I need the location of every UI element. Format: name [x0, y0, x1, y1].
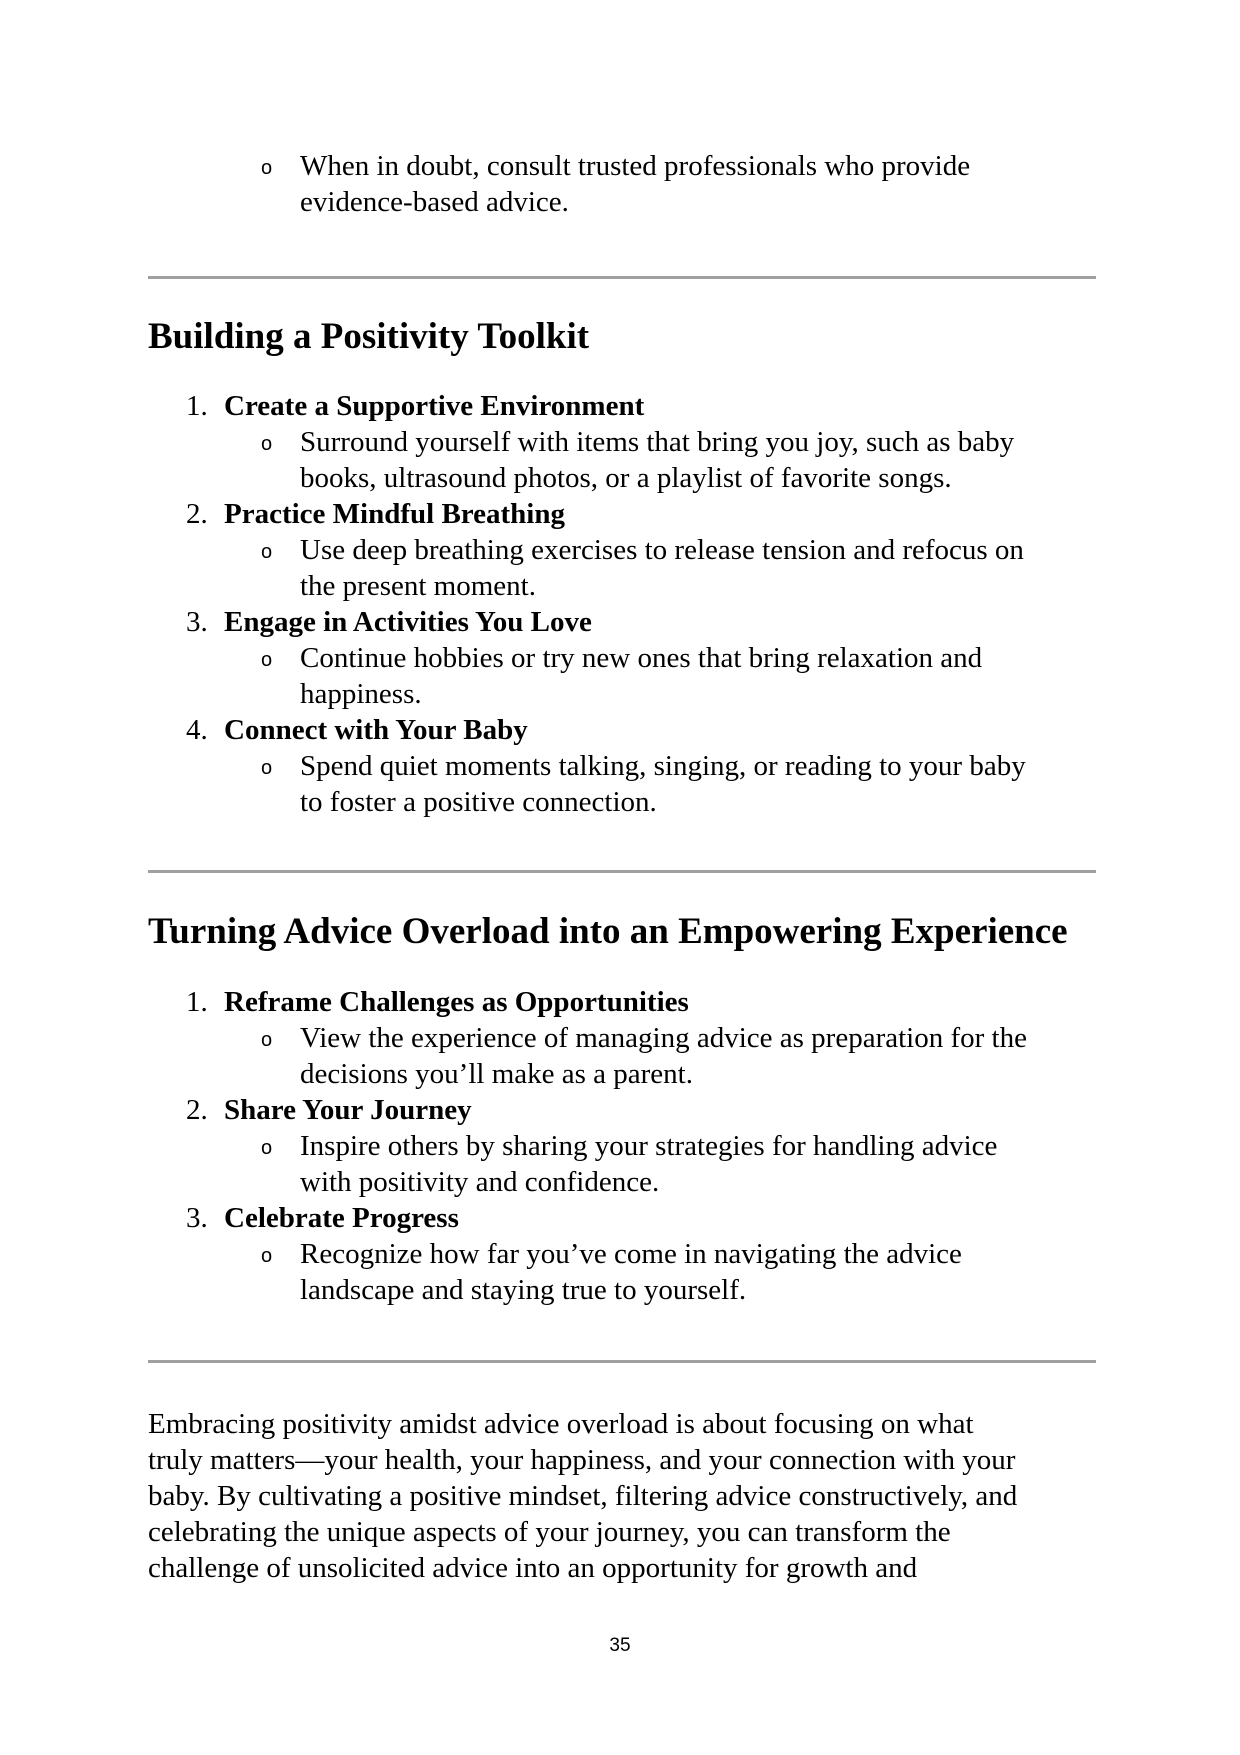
numbered-item-title — [186, 984, 689, 1020]
bullet-text-line: landscape and staying true to yourself. — [300, 1274, 747, 1306]
item-number: 1. — [186, 986, 208, 1018]
section-divider — [148, 276, 1096, 279]
item-number: 2. — [186, 498, 208, 530]
section-divider — [148, 1360, 1096, 1363]
closing-paragraph-line: truly matters—your health, your happiness, and your connection with your — [148, 1444, 1016, 1476]
numbered-item-title — [186, 388, 644, 424]
bullet-text-line: the present moment. — [300, 570, 536, 602]
item-title: Celebrate Progress — [224, 1202, 459, 1234]
item-number: 3. — [186, 1202, 208, 1234]
bullet-marker: o — [261, 1137, 273, 1159]
bullet-marker: o — [261, 1245, 273, 1267]
item-title: Reframe Challenges as Opportunities — [224, 986, 689, 1018]
numbered-item-title — [186, 1200, 459, 1236]
closing-paragraph-line: baby. By cultivating a positive mindset, filtering advice constructively, and — [148, 1480, 1018, 1512]
section-heading: Turning Advice Overload into an Empowering Experience — [148, 911, 1068, 952]
bullet-text-line: to foster a positive connection. — [300, 786, 657, 818]
item-title: Share Your Journey — [224, 1094, 472, 1126]
page-number: 35 — [609, 1635, 631, 1656]
item-number: 3. — [186, 606, 208, 638]
bullet-text-line: Recognize how far you’ve come in navigating the advice — [300, 1238, 962, 1270]
bullet-marker: o — [261, 757, 273, 779]
item-title: Create a Supportive Environment — [224, 390, 645, 422]
bullet-text-line: Surround yourself with items that bring you joy, such as baby — [300, 426, 1015, 458]
item-title: Engage in Activities You Love — [224, 606, 592, 638]
section-divider — [148, 870, 1096, 873]
bullet-text-line: Inspire others by sharing your strategies for handling advice — [300, 1130, 998, 1162]
item-number: 4. — [186, 714, 208, 746]
numbered-item-title — [186, 496, 565, 532]
numbered-item-title — [186, 604, 592, 640]
numbered-item-title — [186, 712, 528, 748]
bullet-marker: o — [261, 433, 273, 455]
closing-paragraph-line: celebrating the unique aspects of your journey, you can transform the — [148, 1516, 951, 1548]
bullet-text-line: Use deep breathing exercises to release tension and refocus on — [300, 534, 1024, 566]
closing-paragraph-line: challenge of unsolicited advice into an opportunity for growth and — [148, 1552, 918, 1584]
item-title: Practice Mindful Breathing — [224, 498, 565, 530]
item-title: Connect with Your Baby — [224, 714, 528, 746]
bullet-text-line: evidence-based advice. — [300, 186, 569, 218]
numbered-item-title — [186, 1092, 472, 1128]
bullet-marker: o — [261, 1029, 273, 1051]
item-number: 1. — [186, 390, 208, 422]
bullet-text-line: Spend quiet moments talking, singing, or reading to your baby — [300, 750, 1026, 782]
bullet-marker: o — [261, 157, 273, 179]
bullet-text-line: decisions you’ll make as a parent. — [300, 1058, 693, 1090]
item-number: 2. — [186, 1094, 208, 1126]
bullet-text-line: Continue hobbies or try new ones that bring relaxation and — [300, 642, 983, 674]
bullet-text-line: View the experience of managing advice as preparation for the — [300, 1022, 1027, 1054]
bullet-text-line: When in doubt, consult trusted professionals who provide — [300, 150, 971, 182]
bullet-marker: o — [261, 649, 273, 671]
bullet-text-line: books, ultrasound photos, or a playlist of favorite songs. — [300, 462, 952, 494]
section-heading: Building a Positivity Toolkit — [148, 316, 590, 357]
bullet-marker: o — [261, 541, 273, 563]
closing-paragraph-line: Embracing positivity amidst advice overload is about focusing on what — [148, 1408, 974, 1440]
bullet-text-line: happiness. — [300, 678, 422, 710]
bullet-text-line: with positivity and confidence. — [300, 1166, 660, 1198]
